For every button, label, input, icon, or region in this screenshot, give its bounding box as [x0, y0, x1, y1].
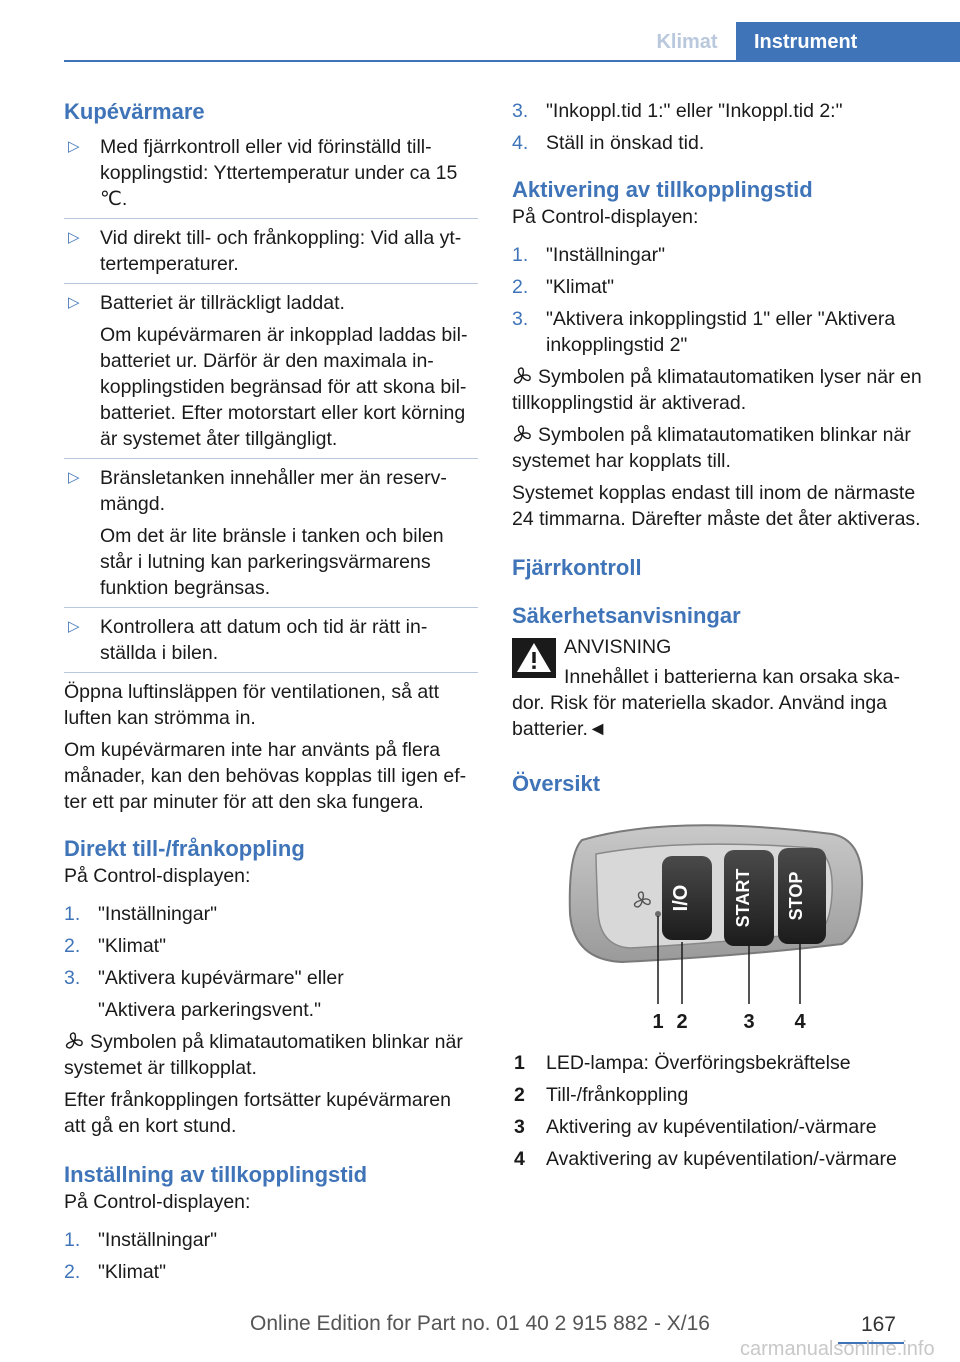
warning-title: ANVISNING [564, 636, 672, 658]
legend-item: 4 Avaktivering av kupéventilation/-värmare [514, 1148, 897, 1170]
bullet-item: ▷ Kontrollera att datum och tid är rätt in-ställda i bilen. [68, 616, 428, 664]
warning-text: Innehållet i batterierna kan orsaka ska-dor. Risk för materiella skador. Använd inga batterier.◄ [512, 666, 901, 740]
button-start-label: START [733, 868, 753, 928]
callout-3: 3 [743, 1011, 755, 1033]
list-item: 1. "Inställningar" [512, 244, 665, 266]
bullet-item: ▷ Batteriet är tillräckligt laddat. [68, 292, 345, 314]
list-item-continuation: "Aktivera parkeringsvent." [98, 999, 322, 1021]
section-title-kupevarmare: Kupévärmare [64, 99, 205, 124]
condition-list [64, 134, 478, 673]
list-item: 3. "Aktivera inkopplingstid 1" eller "Aktivera inkopplingstid 2" [512, 308, 896, 356]
list-item: 1. "Inställningar" [64, 903, 217, 925]
remote-control-figure [512, 804, 926, 1044]
bullet-divider [64, 218, 478, 219]
list-item: 2. "Klimat" [512, 276, 615, 298]
intro-text: På Control-displayen: [64, 865, 251, 887]
bullet-triangle-icon: ▷ [68, 294, 80, 311]
paragraph: Öppna luftinsläppen för ventilationen, så att luften kan strömma in. [64, 681, 440, 729]
legend-item: 3 Aktivering av kupéventilation/-värmare [514, 1116, 877, 1138]
bullet-triangle-icon: ▷ [68, 229, 80, 246]
list-item: 3. "Aktivera kupévärmare" eller [64, 967, 344, 989]
legend-item: 2 Till-/frånkoppling [514, 1084, 689, 1106]
tab-klimat[interactable]: Klimat [656, 31, 718, 53]
button-stop [778, 848, 826, 944]
fan-icon [64, 1031, 84, 1051]
bullet-divider [64, 283, 478, 284]
list-item: 2. "Klimat" [64, 1261, 167, 1283]
bullet-item: ▷ Vid direkt till- och frånkoppling: Vid alla yt-tertemperaturer. [68, 227, 462, 275]
bullet-triangle-icon: ▷ [68, 138, 80, 155]
section-title-aktivering: Aktivering av tillkopplingstid [512, 177, 813, 202]
icon-paragraph: Symbolen på klimatautomatiken blinkar när systemet har kopplats till. [512, 424, 911, 472]
section-title-installning: Inställning av tillkopplingstid [64, 1162, 368, 1187]
tab-instrument[interactable]: Instrument [736, 22, 960, 62]
icon-paragraph: Symbolen på klimatautomatiken blinkar när systemet är tillkopplat. [64, 1031, 463, 1079]
icon-paragraph: Symbolen på klimatautomatiken lyser när en tillkopplingstid är aktiverad. [512, 366, 922, 414]
page-header [0, 0, 960, 62]
fan-icon [512, 424, 532, 444]
paragraph: Efter frånkopplingen fortsätter kupévärmaren att gå en kort stund. [64, 1089, 451, 1137]
intro-text: På Control-displayen: [512, 206, 699, 228]
button-io [662, 856, 712, 940]
bullet-subtext: Om det är lite bränsle i tanken och bilen står i lutning kan parkeringsvärmarens funktion begränsas. [100, 525, 444, 599]
callout-4: 4 [794, 1011, 806, 1033]
button-start [724, 850, 774, 946]
list-item: 3. "Inkoppl.tid 1:" eller "Inkoppl.tid 2:" [512, 100, 843, 122]
warning-box [512, 634, 926, 660]
list-item: 2. "Klimat" [64, 935, 167, 957]
section-title-fjarrkontroll: Fjärrkontroll [512, 555, 642, 580]
bullet-divider [64, 672, 478, 673]
footer-edition: Online Edition for Part no. 01 40 2 915 882 - X/16 [250, 1312, 710, 1335]
intro-text: På Control-displayen: [64, 1191, 251, 1213]
right-column [512, 98, 926, 1178]
section-title-sakerhet: Säkerhetsanvisningar [512, 603, 741, 628]
bullet-divider [64, 458, 478, 459]
bullet-item: ▷ Med fjärrkontroll eller vid förinställd till-kopplingstid: Yttertemperatur under ca 15 ℃. [68, 136, 458, 210]
callout-1: 1 [652, 1011, 664, 1033]
list-item: 1. "Inställningar" [64, 1229, 217, 1251]
header-rule [64, 60, 960, 62]
warning-triangle-icon [512, 638, 556, 678]
left-column [64, 98, 478, 1291]
bullet-subtext: Om kupévärmaren är inkopplad laddas bil-batteriet ur. Därför är den maximala in-kopplingstiden begränsad för att skona bil-batteriet. Efter motorstart eller kort körning är systemet åter tillgängligt. [100, 324, 468, 450]
bullet-item: ▷ Bränsletanken innehåller mer än reserv-mängd. [68, 467, 447, 515]
bullet-triangle-icon: ▷ [68, 469, 80, 486]
paragraph: Om kupévärmaren inte har använts på flera månader, kan den behövas kopplas till igen ef-ter ett par minuter för att den ska fungera. [64, 739, 467, 813]
legend-item: 1 LED-lampa: Överföringsbekräftelse [514, 1052, 851, 1074]
fan-icon [512, 366, 532, 386]
section-title-oversikt: Översikt [512, 771, 601, 796]
callout-2: 2 [676, 1011, 688, 1033]
paragraph: Systemet kopplas endast till inom de närmaste 24 timmarna. Därefter måste det åter aktiveras. [512, 482, 921, 530]
bullet-triangle-icon: ▷ [68, 618, 80, 635]
section-title-direkt: Direkt till-/frånkoppling [64, 836, 305, 861]
button-stop-label: STOP [786, 871, 806, 921]
figure-legend [512, 1050, 926, 1172]
bullet-divider [64, 607, 478, 608]
button-io-label: I/O [670, 884, 692, 912]
page-number: 167 [860, 1313, 896, 1336]
list-item: 4. Ställ in önskad tid. [512, 132, 705, 154]
watermark: carmanualsonline.info [740, 1338, 935, 1360]
